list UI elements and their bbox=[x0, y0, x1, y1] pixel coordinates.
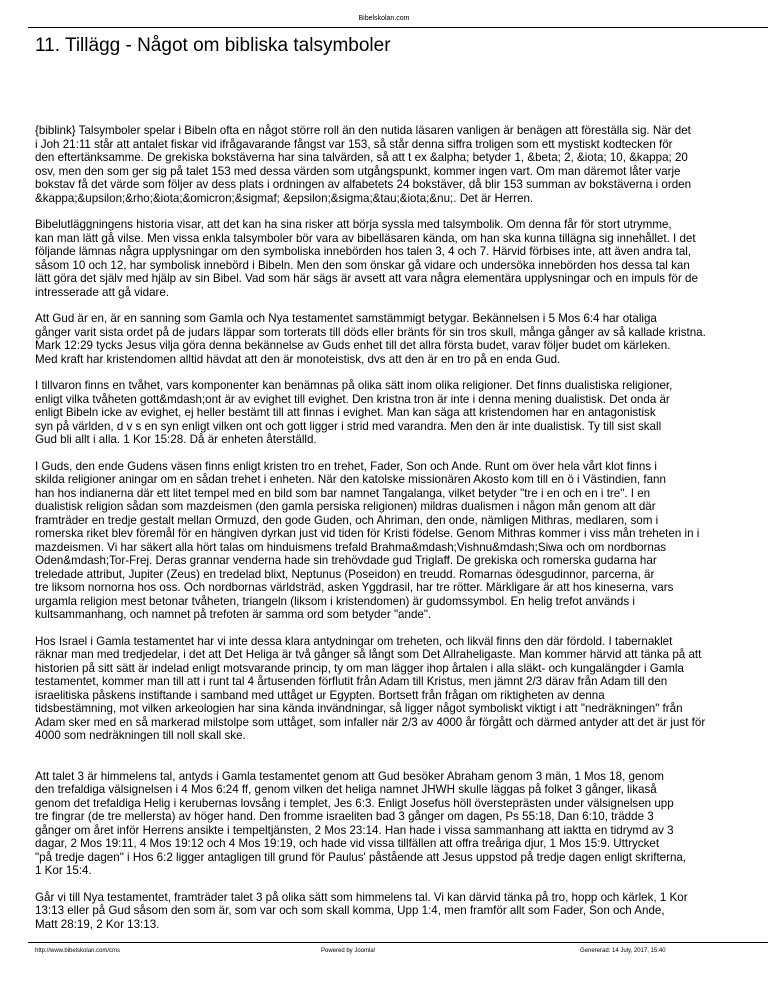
text-line: historien på sitt sätt är indelad enligt motsvarande princip, ty om man lägger ihop årtalen i alla släkt- och kungalängder i Gamla bbox=[35, 661, 684, 675]
text-line: Mark 12:29 tycks Jesus vilja göra denna bekännelse av Guds enhet till det allra första budet, varav följer budet om kärleken. bbox=[35, 339, 671, 352]
text-line: räknar man med tredjedelar, i det att Det Heliga är två gånger så långt som Det Allraheligaste. Man kommer härvid att tänka på att bbox=[35, 648, 702, 661]
text-line: lätt göra det själv med hjälp av sin Bibel. Vad som här sägs är avsett att vara några elementära upplysningar och en impuls för de bbox=[35, 272, 698, 285]
text-line: Gud bli allt i alla. 1 Kor 15:28. Då är enheten återställd. bbox=[35, 433, 317, 446]
text-line: framträder en tredje gestalt mellan Ormuzd, den gode Guden, och Ahriman, den onde, nämligen Mithras, medlaren, som i bbox=[35, 513, 659, 527]
text-line: &kappa;&upsilon;&rho;&iota;&omicron;&sigmaf; &epsilon;&sigma;&tau;&iota;&nu;. Det är Herren. bbox=[35, 191, 534, 205]
text-line: I Guds, den ende Gudens väsen finns enligt kristen tro en trehet, Fader, Son och Ande. Runt om över hela vårt klot finns i bbox=[35, 459, 657, 473]
text-line: Går vi till Nya testamentet, framträder talet 3 på olika sätt som himmelens tal. Vi kan därvid tänka på tro, hopp och kärlek, 1 Kor bbox=[35, 890, 688, 904]
text-line: enligt vilka tvåheten gott&mdash;ont är av evighet till evighet. Den kristna tron är inte i denna mening dualistisk. Det onda är bbox=[35, 392, 670, 406]
text-line: genom det trefaldiga Helig i kerubernas lovsång i templet, Jes 6:3. Enligt Josefus höll översteprästen under välsignelsen upp bbox=[35, 796, 674, 810]
text-line: syn på världen, d v s en syn enligt vilken ont och gott ligger i strid med varandra. Men den är inte dualistisk. Ty till sist skall bbox=[35, 419, 662, 433]
page-title: 11. Tillägg - Något om bibliska talsymboler bbox=[35, 35, 391, 56]
text-line: {biblink} Talsymboler spelar i Bibeln ofta en något större roll än den nutida läsaren vanligen är benägen att föreställa sig. När det bbox=[35, 124, 691, 137]
text-line: Att talet 3 är himmelens tal, antyds i Gamla testamentet genom att Gud besöker Abraham genom 3 män, 1 Mos 18, genom bbox=[35, 769, 664, 783]
top-divider bbox=[28, 27, 768, 28]
text-line: Att Gud är en, är en sanning som Gamla och Nya testamentet samstämmigt betygar. Bekännelsen i 5 Mos 6:4 har otaliga bbox=[35, 312, 657, 325]
text-line: Med kraft har kristendomen alltid hävdat att den är monoteistisk, dvs att den är en tro på en enda Gud. bbox=[35, 352, 561, 366]
text-line: gånger varit sista ordet på de judars läppar som torterats till döds eller bränts för sin tros skull, många gånger av så kallade kristna. bbox=[35, 325, 706, 339]
text-line: 13:13 eller på Gud såsom den som är, som var och som skall komma, Upp 1:4, men framför allt som Fader, Son och Ande, bbox=[35, 904, 665, 917]
text-line: såsom 10 och 12, har symbolisk innebörd i Bibeln. Men den som önskar gå vidare och undersöka innebörden hos dessa tal kan bbox=[35, 258, 690, 272]
text-line: skilda religioner aningar om en sådan trehet i enheten. När den katolske missionären Akosto kom till en ö i Västindien, fann bbox=[35, 473, 666, 486]
text-line: "på tredje dagen" i Hos 6:2 ligger antagligen till grund för Paulus' påstående att Jesus uppstod på tredje dagen enligt skrifterna, bbox=[35, 850, 687, 864]
text-line: den trefaldiga välsignelsen i 4 Mos 6:24 ff, genom vilken det heliga namnet JHWH skulle läggas på folket 3 gånger, likaså bbox=[35, 783, 657, 796]
text-line: följande lämnas några upplysningar om den symboliska innebörden hos talen 3, 4 och 7. Härvid förbises inte, att även andra tal, bbox=[35, 245, 692, 258]
text-line: kultsammanhang, och namnet på trefoten är samma ord som betyder "ande". bbox=[35, 608, 432, 621]
paragraph-1 bbox=[35, 124, 768, 205]
text-line: Bibelutläggningens historia visar, att det kan ha sina risker att börja syssla med talsymbolik. Om denna får för stort utrymme, bbox=[35, 218, 672, 231]
text-line: 4000 som nedräkningen till noll skall ske. bbox=[35, 729, 246, 742]
text-line: urgamla religion mest betonar tvåheten, triangeln (liksom i kristendomen) är gudomssymbol. En helig trefot används i bbox=[35, 594, 635, 608]
paragraph-3 bbox=[35, 312, 768, 366]
paragraph-2 bbox=[35, 218, 768, 299]
article-body bbox=[35, 124, 768, 944]
text-line: tre fingrar (de tre mellersta) av höger hand. Den fromme israeliten bad 3 gånger om dagen, Ps 55:18, Dan 6:10, trädde 3 bbox=[35, 810, 654, 823]
text-line: enligt Bibeln icke av evighet, ej heller bestämt till att finnas i evighet. Man kan säga att kristendomen har en antagonistisk bbox=[35, 406, 656, 419]
text-line: Matt 28:19, 2 Kor 13:13. bbox=[35, 917, 160, 931]
text-line: den eftertänksamme. De grekiska bokstäverna har sina talvärden, så att t ex &alpha; betyder 1, &beta; 2, &iota; 10, &kappa; 20 bbox=[35, 151, 688, 164]
text-line: osv, men den som ger sig på talet 153 med dessa värden som utgångspunkt, kommer ingen vart. Om man däremot låter varje bbox=[35, 164, 681, 178]
bottom-divider bbox=[28, 942, 768, 943]
text-line: bokstav få det värde som följer av dess plats i ordningen av alfabetets 24 bokstäver, då blir 153 summan av bokstäverna i orden bbox=[35, 178, 692, 191]
text-line: mazdeismen. Vi har säkert alla hört talas om hinduismens trefald Brahma&mdash;Vishnu&mdash;Siwa och om nordbornas bbox=[35, 540, 667, 554]
text-line: romerska riket blev föremål för en hängiven dyrkan just vid tiden för Kristi födelse. Genom Mithras kommer i viss mån treheten in i bbox=[35, 527, 700, 540]
text-line: 1 Kor 15:4. bbox=[35, 864, 92, 877]
footer-url: http://www.bibelskolan.com/cms bbox=[35, 948, 121, 954]
text-line: Hos Israel i Gamla testamentet har vi inte dessa klara antydningar om treheten, och likväl finns den där fördold. I tabernaklet bbox=[35, 634, 673, 648]
text-line: intresserade att gå vidare. bbox=[35, 285, 170, 299]
text-line: dualistisk religion sådan som mazdeismen (den gamla persiska religionen) mildras dualismen i någon mån genom att där bbox=[35, 500, 656, 513]
paragraph-7 bbox=[35, 770, 768, 878]
text-line: tre liksom nornorna hos oss. Och nordbornas världsträd, asken Yggdrasil, har tre rötter. Märkligare är att hos kineserna, vars bbox=[35, 581, 674, 594]
text-line: Oden&mdash;Tor-Frej. Deras grannar venderna hade sin trehövdade gud Triglaff. De grekiska och romerska gudarna har bbox=[35, 554, 657, 567]
footer-powered-by: Powered by Joomla! bbox=[321, 948, 376, 954]
site-header: Bibelskolan.com bbox=[358, 15, 410, 22]
paragraph-4 bbox=[35, 379, 768, 447]
text-line: kan man lätt gå vilse. Men vissa enkla talsymboler bör vara av bibelläsaren kända, om han ska kunna tillägna sig innehållet. I det bbox=[35, 231, 696, 245]
paragraph-6 bbox=[35, 635, 768, 743]
text-line: dagar, 2 Mos 19:11, 4 Mos 19:12 och 4 Mos 19:19, och hade vid vissa tillfällen att offra treåriga djur, 1 Mos 15:9. Uttrycket bbox=[35, 837, 660, 850]
text-line: han hos indianerna där ett litet tempel med en bild som bar namnet Tangalanga, vilket betyder "tre i en och en i tre". I en bbox=[35, 486, 651, 500]
paragraph-8 bbox=[35, 891, 768, 932]
text-line: i Joh 21:11 står att antalet fiskar vid ifrågavarande fångst var 153, så står denna siffra troligen som ett mystiskt kodtecken för bbox=[35, 137, 673, 151]
footer-generated-date: Genererad: 14 July, 2017, 15:40 bbox=[580, 948, 666, 954]
paragraph-5 bbox=[35, 460, 768, 622]
text-line: treledade attribut, Jupiter (Zeus) en tredelad blixt, Neptunus (Poseidon) en treudd. Romarnas ödesgudinnor, parcerna, är bbox=[35, 567, 655, 581]
text-line: testamentet, kommer man till att i runt tal 4 årtusenden förflutit från Adam till Kristus, men jämnt 2/3 därav från Adam till den bbox=[35, 675, 668, 688]
text-line: israelitiska påskens instiftande i samband med uttåget ur Egypten. Bortsett från frågan om riktigheten av denna bbox=[35, 688, 605, 702]
text-line: tidsbestämning, mot vilken arkeologien har sina kända invändningar, så ligger något symboliskt viktigt i att "nedräkningen" från bbox=[35, 702, 683, 715]
text-line: I tillvaron finns en tvåhet, vars komponenter kan benämnas på olika sätt inom olika religioner. Det finns dualistiska religioner, bbox=[35, 379, 673, 392]
text-line: gånger om året inför Herrens ansikte i tempeltjänsten, 2 Mos 23:14. Han hade i vissa sammanhang att iaktta en tidrymd av 3 bbox=[35, 823, 674, 837]
text-line: Adam sker med en så markerad milstolpe som uttåget, som infaller när 2/3 av 4000 år förgått och därmed antyder att det är just för bbox=[35, 715, 706, 729]
